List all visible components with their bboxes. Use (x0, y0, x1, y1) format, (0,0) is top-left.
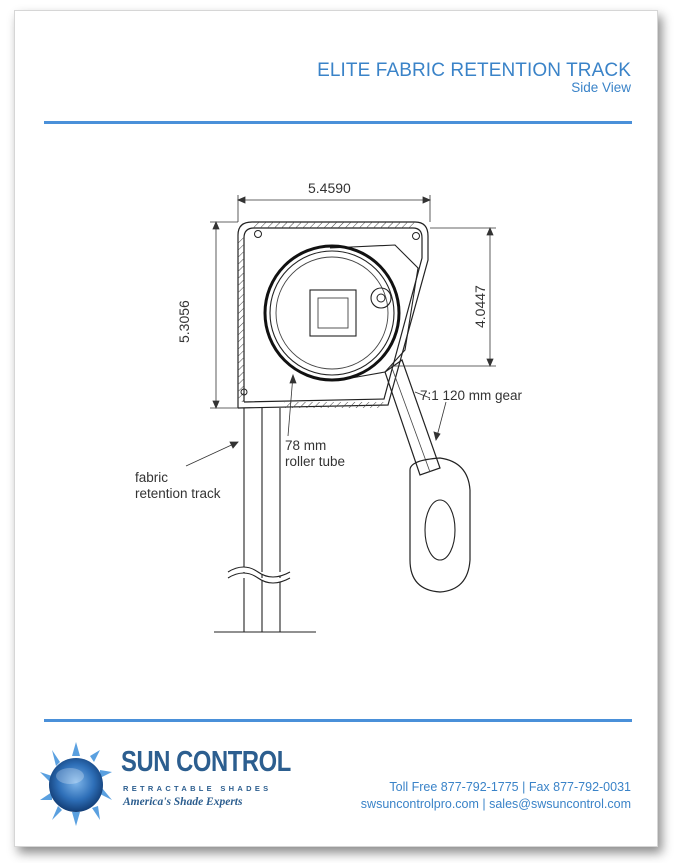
brand-tagline: America's Shade Experts (123, 796, 243, 808)
housing-wall-top (252, 222, 415, 228)
dimension-lines (186, 195, 496, 466)
contact-web-email: swsuncontrolpro.com | sales@swsuncontrol.com (360, 797, 631, 811)
contact-phone-fax: Toll Free 877-792-1775 | Fax 877-792-0031 (389, 780, 631, 794)
track-label-line2: retention track (135, 486, 221, 501)
track-label-line1: fabric (135, 470, 169, 485)
dimension-width: 5.4590 (308, 180, 351, 196)
crank-eye-slot (425, 500, 455, 560)
crank-arm (385, 360, 440, 475)
roller-tube-label-line1: 78 mm (285, 438, 327, 453)
screw-top-right (413, 233, 420, 240)
roller-tube-label-line2: roller tube (285, 454, 346, 469)
sun-logo-icon (40, 742, 112, 826)
roller-tube-ring (276, 257, 388, 369)
screw-top-left (255, 231, 262, 238)
dimension-height-left: 5.3056 (176, 300, 192, 343)
square-drive (310, 290, 356, 336)
square-drive-inner (318, 298, 348, 328)
crank-eye (410, 458, 470, 592)
roller-tube-inner (270, 251, 394, 375)
gear-label: 7:1 120 mm gear (420, 388, 523, 403)
dimension-height-right: 4.0447 (472, 285, 488, 328)
gear-bracket (330, 245, 418, 380)
gear-hub (371, 288, 391, 308)
page-title: ELITE FABRIC RETENTION TRACK (317, 60, 631, 81)
brand-logo-subtitle: RETRACTABLE SHADES (123, 784, 272, 793)
roller-tube-outer (265, 246, 399, 380)
gear-hub-center (377, 294, 385, 302)
page-subtitle: Side View (571, 80, 631, 95)
housing-wall-left (238, 236, 244, 402)
brand-logo-name: SUN CONTROL (121, 746, 291, 778)
footer-divider (44, 719, 632, 722)
housing-wall-bottom (284, 402, 384, 408)
